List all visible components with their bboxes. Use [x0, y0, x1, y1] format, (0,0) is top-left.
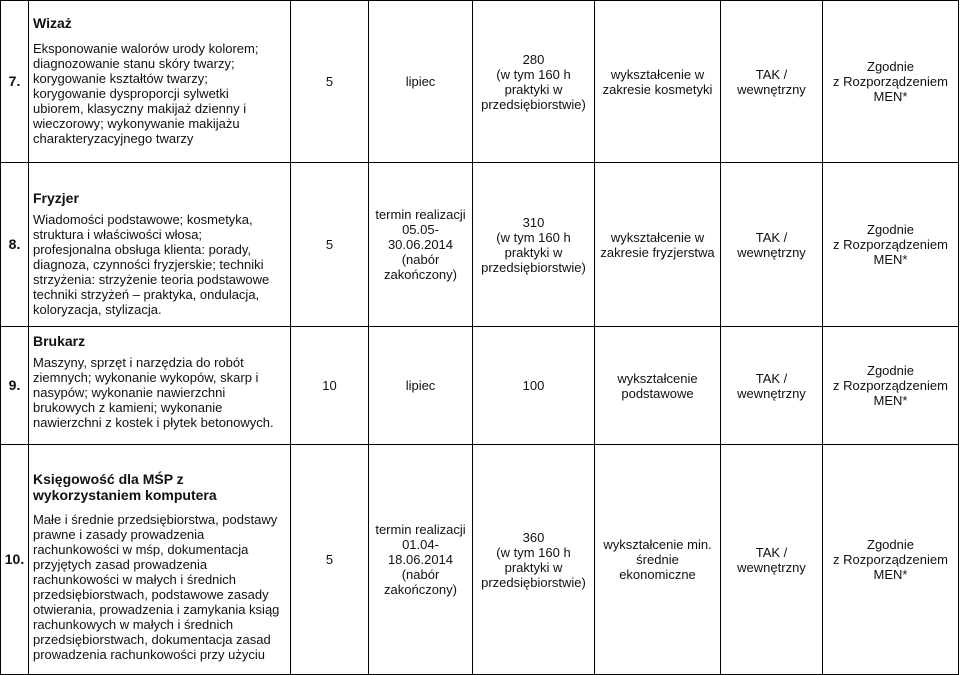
realization-term: termin realizacji 01.04- 18.06.2014 (nabór zakończony) [369, 445, 473, 675]
realization-term: lipiec [369, 1, 473, 163]
course-description: Maszyny, sprzęt i narzędzia do robót ziemnych; wykonanie wykopów, skarp i nasypów; wykonanie nawierzchni brukowych z kamieni; wykonanie nawierzchni z kostek i płytek betonowych. [33, 355, 274, 430]
table-row [1, 445, 959, 675]
exam-type: TAK / wewnętrzny [721, 327, 823, 445]
participants-count: 5 [291, 163, 369, 327]
realization-term: lipiec [369, 327, 473, 445]
course-hours: 280 (w tym 160 h praktyki w przedsiębiorstwie) [473, 1, 595, 163]
exam-type: TAK / wewnętrzny [721, 1, 823, 163]
table-row [1, 163, 959, 327]
participants-count: 10 [291, 327, 369, 445]
exam-type: TAK / wewnętrzny [721, 445, 823, 675]
education-requirement: wykształcenie w zakresie fryzjerstwa [595, 163, 721, 327]
row-number: 9. [1, 327, 29, 445]
compliance: Zgodnie z Rozporządzeniem MEN* [823, 327, 959, 445]
row-number: 7. [1, 1, 29, 163]
course-description: Wiadomości podstawowe; kosmetyka, struktura i właściwości włosa; profesjonalna obsługa klienta: porady, diagnoza, czynności fryzjerskie; techniki strzyżenia: strzyżenie teoria podstawowe techniki strzyżeń – praktyka, ondulacja, koloryzacja, stylizacja. [33, 212, 270, 317]
table-row [1, 327, 959, 445]
course-description-cell [29, 1, 291, 163]
course-description-cell [29, 445, 291, 675]
course-title: Księgowość dla MŚP z wykorzystaniem komputera [33, 471, 217, 503]
course-title: Wizaż [33, 15, 72, 31]
course-description-cell [29, 163, 291, 327]
course-description-cell [29, 327, 291, 445]
realization-term: termin realizacji 05.05- 30.06.2014 (nabór zakończony) [369, 163, 473, 327]
course-hours: 310 (w tym 160 h praktyki w przedsiębiorstwie) [473, 163, 595, 327]
compliance: Zgodnie z Rozporządzeniem MEN* [823, 445, 959, 675]
participants-count: 5 [291, 1, 369, 163]
education-requirement: wykształcenie w zakresie kosmetyki [595, 1, 721, 163]
course-hours: 100 [473, 327, 595, 445]
course-description: Eksponowanie walorów urody kolorem; diagnozowanie stanu skóry twarzy; korygowanie kształtów twarzy; korygowanie dysproporcji sylwetki ubiorem, klasyczny makijaż dzienny i wieczorowy; wykonywanie makijażu charakteryzacyjnego twarzy [33, 41, 259, 146]
exam-type: TAK / wewnętrzny [721, 163, 823, 327]
education-requirement: wykształcenie podstawowe [595, 327, 721, 445]
table-row [1, 1, 959, 163]
course-title: Brukarz [33, 333, 86, 349]
compliance: Zgodnie z Rozporządzeniem MEN* [823, 1, 959, 163]
course-description: Małe i średnie przedsiębiorstwa, podstawy prawne i zasady prowadzenia rachunkowości w mśp, dokumentacja przyjętych zasad prowadzenia rachunkowości w małych i średnich przedsiębiorstwach, podstawowe zasady otwierania, prowadzenia i zamykania ksiąg rachunkowych w małych i średnich przedsiębiorstwach, dokumentacja zasad prowadzenia rachunkowości przy użyciu [33, 512, 280, 662]
course-title: Fryzjer [33, 190, 79, 206]
row-number: 8. [1, 163, 29, 327]
education-requirement: wykształcenie min. średnie ekonomiczne [595, 445, 721, 675]
compliance: Zgodnie z Rozporządzeniem MEN* [823, 163, 959, 327]
participants-count: 5 [291, 445, 369, 675]
row-number: 10. [1, 445, 29, 675]
course-hours: 360 (w tym 160 h praktyki w przedsiębiorstwie) [473, 445, 595, 675]
